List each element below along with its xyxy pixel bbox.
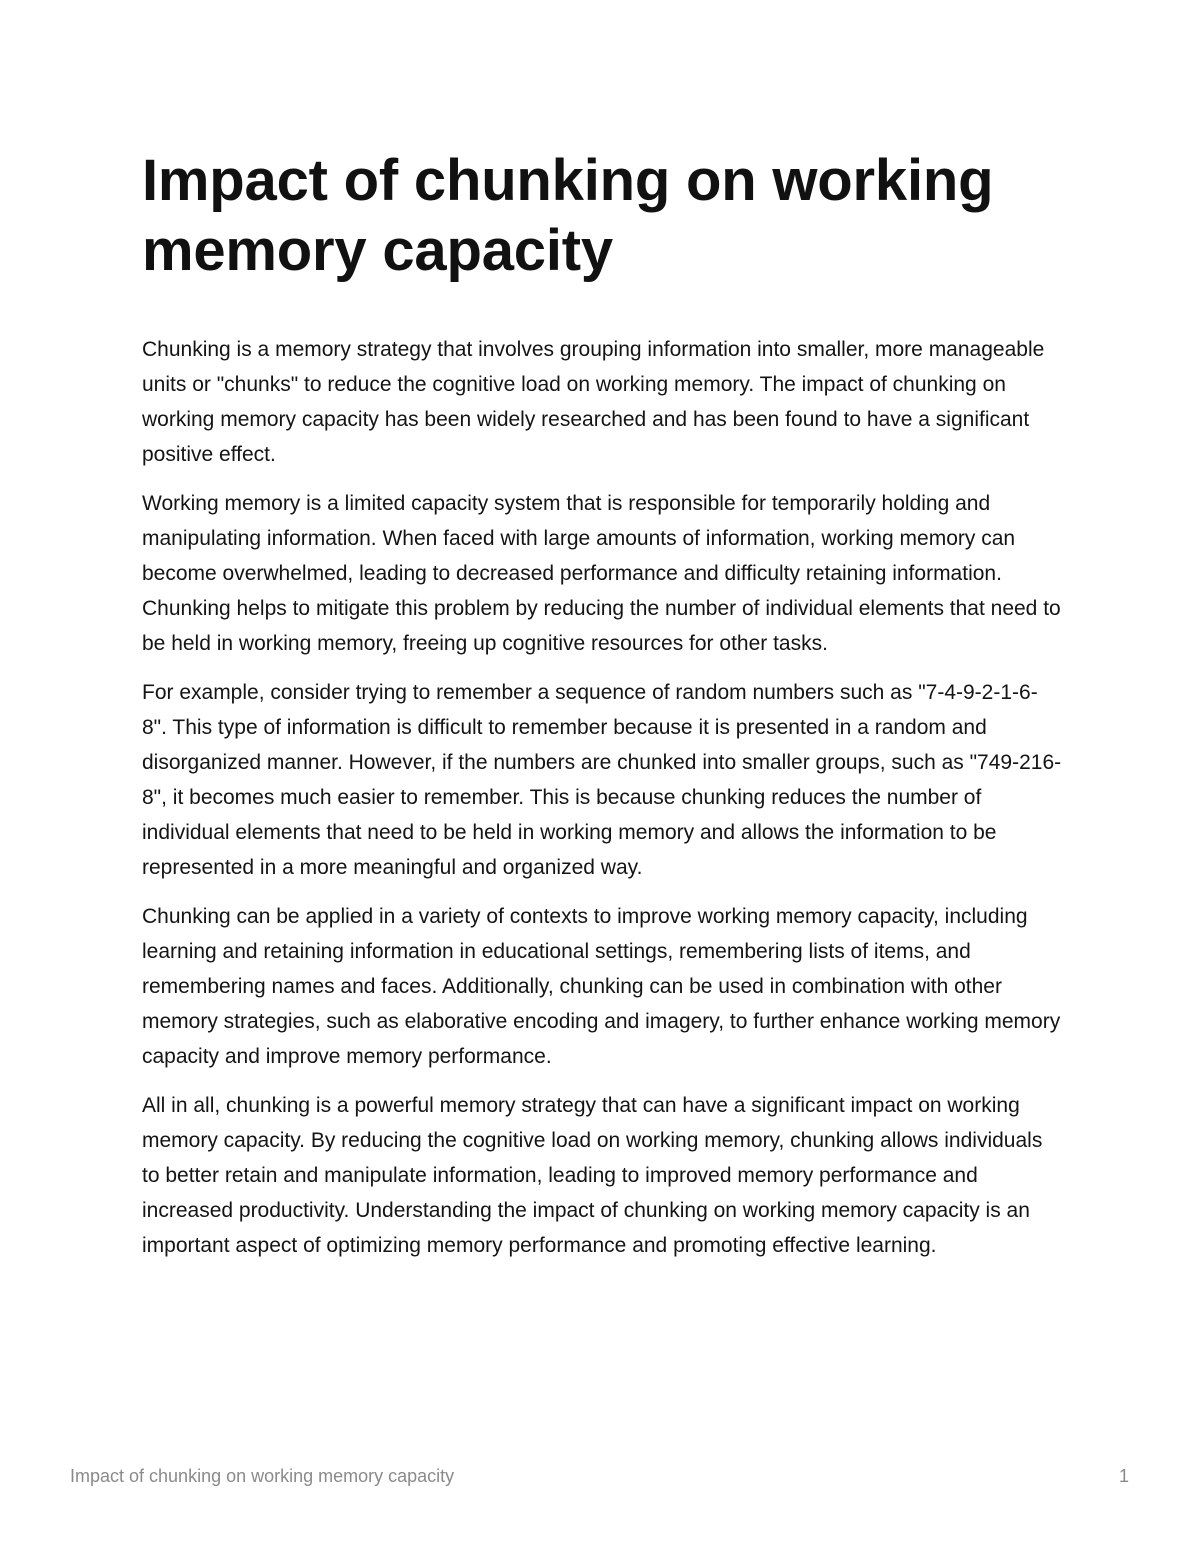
paragraph-5: All in all, chunking is a powerful memory strategy that can have a significant impact on working memory capacity. By reducing the cognitive load on working memory, chunking allows individuals to better retain and manipulate information, leading to improved memory performance and increased productivity. Understanding the impact of chunking on working memory capacity is an important aspect of optimizing memory performance and promoting effective learning. (142, 1094, 1043, 1257)
page-number: 1 (1118, 1466, 1129, 1486)
footer-title: Impact of chunking on working memory capacity (70, 1466, 455, 1486)
paragraph-4: Chunking can be applied in a variety of contexts to improve working memory capacity, including learning and retaining information in educational settings, remembering lists of items, and remembering names and faces. Additionally, chunking can be used in combination with other memory strategies, such as elaborative encoding and imagery, to further enhance working memory capacity and improve memory performance. (142, 905, 1061, 1068)
document-body (142, 146, 1062, 1277)
paragraph-1: Chunking is a memory strategy that involves grouping information into smaller, more manageable units or "chunks" to reduce the cognitive load on working memory. The impact of chunking on working memory capacity has been widely researched and has been found to have a significant positive effect. (142, 338, 1045, 466)
paragraph-3: For example, consider trying to remember a sequence of random numbers such as "7-4-9-2-1-6-8". This type of information is difficult to remember because it is presented in a random and disorganized manner. However, if the numbers are chunked into smaller groups, such as "749-216-8", it becomes much easier to remember. This is because chunking reduces the number of individual elements that need to be held in working memory and allows the information to be represented in a more meaningful and organized way. (142, 681, 1062, 879)
paragraph-2: Working memory is a limited capacity system that is responsible for temporarily holding and manipulating information. When faced with large amounts of information, working memory can become overwhelmed, leading to decreased performance and difficulty retaining information. Chunking helps to mitigate this problem by reducing the number of individual elements that need to be held in working memory, freeing up cognitive resources for other tasks. (142, 492, 1061, 655)
page-title: Impact of chunking on working memory capacity (142, 148, 994, 283)
